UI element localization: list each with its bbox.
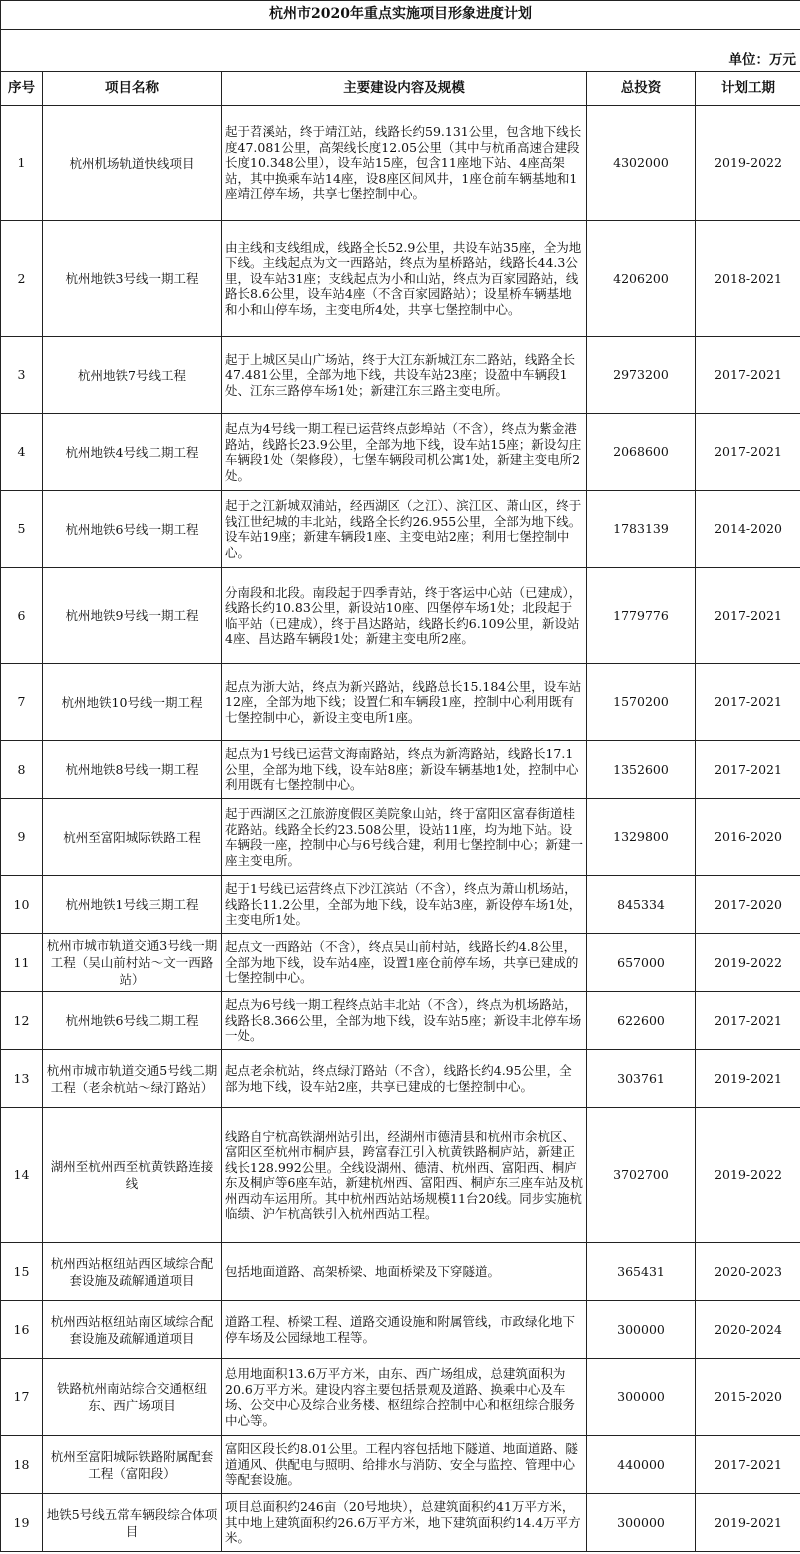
page-title: 杭州市2020年重点实施项目形象进度计划: [1, 1, 800, 30]
row-name: 杭州市城市轨道交通5号线二期工程（老余杭站～绿汀路站）: [43, 1050, 222, 1108]
row-name: 杭州地铁8号线一期工程: [43, 741, 222, 799]
row-desc: 道路工程、桥梁工程、道路交通设施和附属管线，市政绿化地下停车场及公园绿地工程等。: [222, 1301, 587, 1359]
row-invest: 300000: [587, 1301, 696, 1359]
row-invest: 657000: [587, 934, 696, 992]
row-name: 杭州至富阳城际铁路附属配套工程（富阳段）: [43, 1436, 222, 1494]
row-name: 地铁5号线五常车辆段综合体项目: [43, 1494, 222, 1552]
row-name: 杭州机场轨道快线项目: [43, 106, 222, 221]
row-desc: 项目总面积约246亩（20号地块），总建筑面积约41万平方米，其中地上建筑面积约26.6万平方米，地下建筑面积约14.4万平方米。: [222, 1494, 587, 1552]
row-desc: 富阳区段长约8.01公里。工程内容包括地下隧道、地面道路、隧道通风、供配电与照明、给排水与消防、安全与监控、管理中心等配套设施。: [222, 1436, 587, 1494]
row-name: 杭州西站枢纽站南区域综合配套设施及疏解通道项目: [43, 1301, 222, 1359]
header-invest: 总投资: [587, 72, 696, 106]
row-invest: 4206200: [587, 221, 696, 337]
row-no: 4: [1, 414, 43, 491]
row-desc: 起点为4号线一期工程已运营终点彭埠站（不含），终点为紫金港路站，线路长23.9公里，全部为地下线，设车站15座；新设勾庄车辆段1处（架修段），七堡车辆段司机公寓1处，新建主变电所2处。: [222, 414, 587, 491]
row-no: 11: [1, 934, 43, 992]
row-invest: 440000: [587, 1436, 696, 1494]
row-name: 杭州西站枢纽站西区域综合配套设施及疏解通道项目: [43, 1243, 222, 1301]
row-period: 2019-2021: [696, 1050, 800, 1108]
row-name: 杭州地铁6号线二期工程: [43, 992, 222, 1050]
row-no: 9: [1, 799, 43, 876]
row-period: 2017-2021: [696, 337, 800, 414]
unit-label: 单位：万元: [1, 30, 800, 72]
row-name: 杭州地铁4号线二期工程: [43, 414, 222, 491]
row-invest: 2973200: [587, 337, 696, 414]
row-invest: 303761: [587, 1050, 696, 1108]
row-desc: 起于苕溪站，终于靖江站，线路长约59.131公里，包含地下线长度47.081公里，高架线长度12.05公里（其中与杭甬高速合建段长度10.348公里），设车站15座，包含11座地下站、4座高架站，其中换乘车站14座，设8座区间风井，1座仓前车辆基地和1座靖江停车场，共享七堡控制中心。: [222, 106, 587, 221]
row-name: 杭州地铁7号线工程: [43, 337, 222, 414]
header-name: 项目名称: [43, 72, 222, 106]
row-invest: 4302000: [587, 106, 696, 221]
row-invest: 1570200: [587, 664, 696, 741]
row-invest: 2068600: [587, 414, 696, 491]
row-period: 2017-2020: [696, 876, 800, 934]
row-invest: 1779776: [587, 568, 696, 664]
row-period: 2019-2022: [696, 934, 800, 992]
row-period: 2016-2020: [696, 799, 800, 876]
row-invest: 845334: [587, 876, 696, 934]
row-desc: 起于上城区吴山广场站，终于大江东新城江东二路站，线路全长47.481公里，全部为地下线，共设车站23座；设盈中车辆段1处、江东三路停车场1处；新建江东三路主变电所。: [222, 337, 587, 414]
row-desc: 起于1号线已运营终点下沙江滨站（不含），终点为萧山机场站，线路长11.2公里，全部为地下线，设车站3座，新设停车场1处，主变电所1处。: [222, 876, 587, 934]
row-desc: 起点为1号线已运营文海南路站，终点为新湾路站，线路长17.1公里，全部为地下线，设车站8座；新设车辆基地1处，控制中心利用既有七堡控制中心。: [222, 741, 587, 799]
row-no: 1: [1, 106, 43, 221]
row-invest: 300000: [587, 1359, 696, 1436]
row-desc: 起于之江新城双浦站，经西湖区（之江）、滨江区、萧山区，终于钱江世纪城的丰北站，线路全长约26.955公里，全部为地下线。设车站19座；新建车辆段1座、主变电站2座；利用七堡控制中心。: [222, 491, 587, 568]
row-desc: 分南段和北段。南段起于四季青站，终于客运中心站（已建成），线路长约10.83公里，新设站10座、四堡停车场1处；北段起于临平站（已建成），终于昌达路站，线路长约6.109公里，新设站4座、昌达路车辆段1处；新建主变电所2座。: [222, 568, 587, 664]
header-row: [1, 72, 800, 106]
row-no: 8: [1, 741, 43, 799]
row-invest: 300000: [587, 1494, 696, 1552]
row-no: 19: [1, 1494, 43, 1552]
row-desc: 起点文一西路站（不含），终点吴山前村站，线路长约4.8公里，全部为地下线，设车站4座，设置1座仓前停车场，共享已建成的七堡控制中心。: [222, 934, 587, 992]
row-period: 2014-2020: [696, 491, 800, 568]
row-invest: 365431: [587, 1243, 696, 1301]
row-no: 14: [1, 1108, 43, 1243]
row-period: 2019-2022: [696, 106, 800, 221]
row-no: 5: [1, 491, 43, 568]
row-invest: 1783139: [587, 491, 696, 568]
row-no: 15: [1, 1243, 43, 1301]
row-desc: 包括地面道路、高架桥梁、地面桥梁及下穿隧道。: [222, 1243, 587, 1301]
row-invest: 1329800: [587, 799, 696, 876]
row-no: 7: [1, 664, 43, 741]
row-desc: 总用地面积13.6万平方米，由东、西广场组成，总建筑面积为20.6万平方米。建设内容主要包括景观及道路、换乘中心及车场、公交中心及综合业务楼、枢纽综合控制中心和枢纽综合服务中心等。: [222, 1359, 587, 1436]
row-name: 湖州至杭州西至杭黄铁路连接线: [43, 1108, 222, 1243]
row-desc: 起点为浙大站，终点为新兴路站，线路总长15.184公里，设车站12座，全部为地下线；设置仁和车辆段1座，控制中心利用既有七堡控制中心，新设主变电所1座。: [222, 664, 587, 741]
row-desc: 起点为6号线一期工程终点站丰北站（不含），终点为机场路站，线路长8.366公里，全部为地下线，设车站5座；新设丰北停车场一处。: [222, 992, 587, 1050]
row-name: 杭州地铁1号线三期工程: [43, 876, 222, 934]
row-period: 2019-2022: [696, 1108, 800, 1243]
row-name: 杭州地铁3号线一期工程: [43, 221, 222, 337]
row-desc: 由主线和支线组成，线路全长52.9公里，共设车站35座，全为地下线。主线起点为文一西路站，终点为星桥路站，线路长44.3公里，设车站31座；支线起点为小和山站，终点为百家园路站，线路长8.6公里，设车站4座（不含百家园路站）；设星桥车辆基地和小和山停车场，主变电所4处，共享七堡控制中心。: [222, 221, 587, 337]
row-period: 2017-2021: [696, 1436, 800, 1494]
row-desc: 起点老余杭站，终点绿汀路站（不含），线路长约4.95公里，全部为地下线，设车站2座，共享已建成的七堡控制中心。: [222, 1050, 587, 1108]
row-name: 杭州地铁10号线一期工程: [43, 664, 222, 741]
header-desc: 主要建设内容及规模: [222, 72, 587, 106]
row-no: 6: [1, 568, 43, 664]
row-no: 10: [1, 876, 43, 934]
row-invest: 1352600: [587, 741, 696, 799]
row-name: 铁路杭州南站综合交通枢纽东、西广场项目: [43, 1359, 222, 1436]
row-period: 2020-2024: [696, 1301, 800, 1359]
row-no: 16: [1, 1301, 43, 1359]
row-period: 2019-2021: [696, 1494, 800, 1552]
row-no: 12: [1, 992, 43, 1050]
row-name: 杭州市城市轨道交通3号线一期工程（吴山前村站～文一西路站）: [43, 934, 222, 992]
row-no: 18: [1, 1436, 43, 1494]
header-period: 计划工期: [696, 72, 800, 106]
row-name: 杭州地铁9号线一期工程: [43, 568, 222, 664]
row-period: 2017-2021: [696, 741, 800, 799]
row-period: 2017-2021: [696, 568, 800, 664]
row-name: 杭州至富阳城际铁路工程: [43, 799, 222, 876]
row-desc: 线路自宁杭高铁湖州站引出，经湖州市德清县和杭州市余杭区、富阳区至杭州市桐庐县，跨富春江引入杭黄铁路桐庐站，新建正线长128.992公里。全线设湖州、德清、杭州西、富阳西、桐庐东及桐庐等6座车站，新建杭州西、富阳西、桐庐东三座车站及杭州西动车运用所。其中杭州西站站场规模11台20线。同步实施杭临绩、沪乍杭高铁引入杭州西站工程。: [222, 1108, 587, 1243]
row-invest: 622600: [587, 992, 696, 1050]
row-no: 2: [1, 221, 43, 337]
row-period: 2017-2021: [696, 664, 800, 741]
row-no: 3: [1, 337, 43, 414]
row-no: 13: [1, 1050, 43, 1108]
header-no: 序号: [1, 72, 43, 106]
row-no: 17: [1, 1359, 43, 1436]
row-period: 2020-2023: [696, 1243, 800, 1301]
row-period: 2017-2021: [696, 992, 800, 1050]
row-name: 杭州地铁6号线一期工程: [43, 491, 222, 568]
row-period: 2015-2020: [696, 1359, 800, 1436]
row-invest: 3702700: [587, 1108, 696, 1243]
row-period: 2018-2021: [696, 221, 800, 337]
row-desc: 起于西湖区之江旅游度假区美院象山站，终于富阳区富春街道桂花路站。线路全长约23.508公里，设站11座，均为地下站。设车辆段一座，控制中心与6号线合建，利用七堡控制中心；新建一座主变电所。: [222, 799, 587, 876]
row-period: 2017-2021: [696, 414, 800, 491]
